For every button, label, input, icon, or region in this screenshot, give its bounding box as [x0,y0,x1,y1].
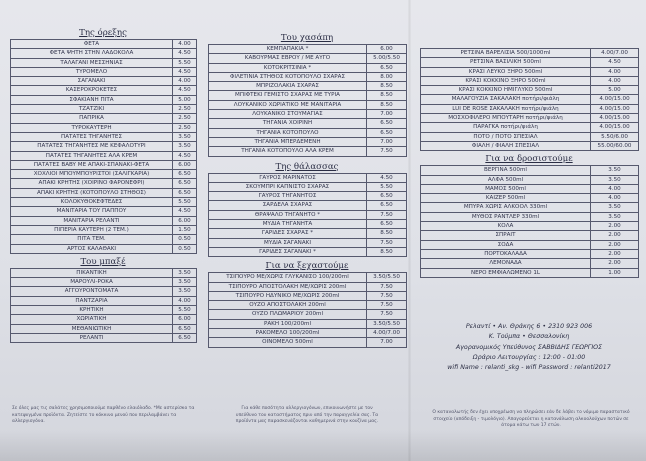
menu-item-price: 1.00 [591,268,639,277]
menu-item-price: 5.00 [591,86,639,95]
menu-item-price: 4.50 [173,67,197,76]
menu-item-price: 3.50 [591,203,639,212]
menu-item-price: 5.50 [173,58,197,67]
menu-item-price: 8.50 [367,82,407,91]
menu-item-price: 4.00/15.00 [591,114,639,123]
menu-item-row [421,184,639,193]
menu-item-row [209,119,407,128]
menu-item-name: ΠΙΠΕΡΙΑ ΚΑΥΤΕΡΗ (2 ΤΕΜ.) [11,225,173,234]
menu-item-price: 8.50 [367,100,407,109]
menu-item-row [209,247,407,256]
menu-item-name: ΑΡΤΟΣ ΚΑΛΑΘΑΚΙ [11,244,173,253]
menu-item-row [209,63,407,72]
menu-item-row [421,212,639,221]
menu-item-row [421,240,639,249]
menu-item-name: ΚΡΗΤΙΚΗ [11,306,173,315]
menu-item-row [209,329,407,338]
menu-item-name: ΜΑΝΙΤΑΡΙΑ ΡΕΛΑΝΤΙ [11,216,173,225]
info-hours: Ωράριο Λειτουργίας : 12:00 - 01:00 [472,353,586,361]
menu-item-name: ΚΑΣΕΡΟΚΡΟΚΕΤΕΣ [11,86,173,95]
menu-item-row [11,198,197,207]
menu-item-row [421,76,639,85]
menu-item-name: ΚΟΛΑ [421,222,591,231]
menu-table-drosia [420,165,639,278]
menu-item-row [11,216,197,225]
menu-item-name: ΣΑΓΑΝΑΚΙ [11,77,173,86]
menu-item-price: 7.50 [367,310,407,319]
menu-item-name: ΓΑΥΡΟΣ ΜΑΡΙΝΑΤΟΣ [209,173,367,182]
menu-item-price: 2.00 [591,231,639,240]
menu-item-name: ΟΥΖΟ ΑΠΟΣΤΟΛΑΚΗ 200ml [209,301,367,310]
menu-item-name: ΚΡΑΣΙ ΚΟΚΚΙΝΟ ΞΗΡΟ 500ml [421,76,591,85]
menu-table-orekseis [10,39,197,254]
menu-table-xexastoume [208,272,407,347]
menu-item-price: 8.00 [367,72,407,81]
menu-item-row [209,282,407,291]
menu-item-name: ΤΣΙΠΟΥΡΟ ΑΠΟΣΤΟΛΑΚΗ ΜΕ/ΧΩΡΙΣ 200ml [209,282,367,291]
menu-item-name: ΠΑΤΑΤΕΣ ΤΗΓΑΝΗΤΕΣ ΑΛΑ ΚΡΕΜ [11,151,173,160]
menu-item-price: 6.50 [367,192,407,201]
menu-item-row [421,175,639,184]
note-left: Σε όλες μας τις σαλάτες χρησιμοποιούμε παρθένο ελαιόλαδο. *Με αστερίσκο τα κατεψυγμένα προϊόντα. Ζητείστε το κόκκινο μενού που περιλαμβάνει τα αλλεργιογόνα. [12,406,195,425]
menu-item-name: ΜΑΡΟΥΛΙ-ΡΟΚΑ [11,278,173,287]
menu-item-row [421,194,639,203]
menu-item-price: 7.00 [367,110,407,119]
menu-item-price: 6.00 [173,216,197,225]
menu-item-name: LUI DE ROSE ΣΑΚΑΛΑΚΗ ποτήρι/φιάλη [421,104,591,113]
restaurant-info [418,322,640,373]
menu-item-row [11,49,197,58]
menu-item-price: 2.00 [591,249,639,258]
menu-item-name: ΜΑΝΙΤΑΡΙΑ ΤΟΥ ΠΑΠΠΟΥ [11,207,173,216]
menu-item-row [11,86,197,95]
note-middle: Για κάθε ποσότητα αλλεργιογόνων, επικοινωνήστε με τον υπεύθυνο του καταστήματος πριν από την παραγγελία σας. Τα προϊόντα μας παρασκευάζονται καθημερινά στην κουζίνα μας. [235,406,379,425]
menu-item-name: ΤΣΙΠΟΥΡΟ ΗΔΥΝΙΚΟ ΜΕ/ΧΩΡΙΣ 200ml [209,291,367,300]
menu-item-price: 7.00 [367,137,407,146]
menu-item-row [209,229,407,238]
menu-item-row [209,128,407,137]
note-right: Ο καταναλωτής δεν έχει υποχρέωση να πληρώσει εάν δε λάβει το νόμιμο παραστατικό στοιχείο (απόδειξη - τιμολόγιο). Απαγορεύεται η κατανάλωση αλκοολούχων ποτών σε άτομα κάτω των 17 ετών. [432,410,630,429]
menu-item-price: 6.50 [173,179,197,188]
menu-item-name: ΜΠΡΙΖΟΛΑΚΙΑ ΣΧΑΡΑΣ [209,82,367,91]
menu-item-row [11,132,197,141]
menu-item-price: 8.50 [367,229,407,238]
menu-item-row [209,173,407,182]
menu-item-name: ΜΥΘΟΣ ΡΑΝΤΛΕΡ 330ml [421,212,591,221]
menu-item-row [209,45,407,54]
menu-item-row [11,287,197,296]
menu-item-price: 55.00/60.00 [591,141,639,150]
menu-item-name: ΣΠΡΑΙΤ [421,231,591,240]
menu-item-name: ΓΑΥΡΟΣ ΤΗΓΑΝΗΤΟΣ [209,192,367,201]
menu-item-name: ΟΙΝΟΜΕΛΟ 500ml [209,338,367,347]
menu-item-price: 4.50 [591,58,639,67]
menu-item-price: 3.50 [173,278,197,287]
menu-item-row [421,123,639,132]
menu-item-row [421,259,639,268]
menu-item-row [421,166,639,175]
menu-item-price: 4.00/15.00 [591,104,639,113]
menu-item-name: ΜΥΔΙΑ ΣΑΓΑΝΑΚΙ [209,238,367,247]
menu-item-row [209,82,407,91]
menu-item-name: ΒΕΡΓΙΝΑ 500ml [421,166,591,175]
info-wifi: wifi Name : relanti_skg - wifi Password : relanti2017 [447,364,611,372]
menu-item-price: 2.50 [173,123,197,132]
menu-item-row [209,238,407,247]
menu-item-row [209,201,407,210]
menu-item-row [11,123,197,132]
menu-item-name: ΜΟΣΧΟΦΙΛΕΡΟ ΜΠΟΥΤΑΡΗ ποτήρι/φιάλη [421,114,591,123]
menu-item-price: 6.50 [367,220,407,229]
menu-item-name: ΣΑΡΔΕΛΑ ΣΧΑΡΑΣ [209,201,367,210]
menu-item-row [209,220,407,229]
menu-item-row [421,141,639,150]
menu-item-name: ΠΑΠΡΙΚΑ [11,114,173,123]
menu-item-price: 5.00 [173,95,197,104]
menu-item-row [209,137,407,146]
menu-item-price: 6.50 [367,63,407,72]
menu-item-name: ΑΠΑΚΙ ΚΡΗΤΗΣ (ΧΟΙΡΙΝΟ ΦΑΡΟΝΕΦΡΙ) [11,179,173,188]
menu-item-price: 3.50 [173,132,197,141]
section-title-mpake: Του μπαξέ [80,256,126,267]
menu-item-row [11,95,197,104]
menu-item-row [11,207,197,216]
section-title-xexastoume: Για να ξεχαστούμε [265,261,349,272]
menu-item-name: ΦΕΤΑ [11,40,173,49]
menu-table-wines [420,48,639,151]
menu-item-row [421,249,639,258]
menu-item-name: ΠΑΝΤΖΑΡΙΑ [11,296,173,305]
menu-item-row [11,244,197,253]
menu-item-name: ΡΕΤΣΙΝΑ ΒΑΣΙΛΙΚΗ 500ml [421,58,591,67]
menu-item-name: ΡΑΚΗ 100/200ml [209,319,367,328]
menu-item-price: 6.50 [367,128,407,137]
menu-item-row [11,324,197,333]
menu-item-row [421,114,639,123]
menu-item-name: ΦΙΛΕΤΙΝΙΑ ΣΤΗΘΟΣ ΚΟΤΟΠΟΥΛΟ ΣΧΑΡΑΣ [209,72,367,81]
menu-item-price: 5.50 [173,306,197,315]
menu-item-row [11,225,197,234]
menu-item-price: 6.50 [173,170,197,179]
menu-item-price: 6.50 [367,119,407,128]
menu-item-row [421,58,639,67]
menu-item-row [209,210,407,219]
menu-item-price: 4.00/7.00 [367,329,407,338]
menu-item-row [209,273,407,282]
menu-item-row [209,72,407,81]
menu-item-price: 3.50 [173,268,197,277]
menu-item-price: 4.50 [173,207,197,216]
menu-item-row [11,268,197,277]
menu-item-price: 1.50 [173,225,197,234]
menu-item-price: 4.00 [591,67,639,76]
menu-item-price: 7.50 [367,291,407,300]
menu-item-name: ΓΑΡΙΔΕΣ ΣΑΓΑΝΑΚΙ * [209,247,367,256]
menu-item-row [209,319,407,328]
menu-item-name: ΑΠΑΚΙ ΚΡΗΤΗΣ (ΚΟΤΟΠΟΥΛΟ ΣΤΗΘΟΣ) [11,188,173,197]
menu-item-name: ΤΗΓΑΝΙΑ ΜΠΕΡΔΕΜΕΝΗ [209,137,367,146]
menu-item-name: ΤΣΙΠΟΥΡΟ ΜΕ/ΧΩΡΙΣ ΓΛΥΚΑΝΙΣΟ 100/200ml [209,273,367,282]
menu-item-name: ΤΗΓΑΝΙΑ ΚΟΤΟΠΟΥΛΟ ΑΛΑ ΚΡΕΜ [209,147,367,156]
menu-item-name: ΑΛΦΑ 500ml [421,175,591,184]
section-title-orekseis: Της όρεξης [79,28,127,38]
menu-table-mpake [10,268,197,343]
menu-item-price: 7.50 [367,147,407,156]
menu-item-name: ΤΖΑΤΖΙΚΙ [11,105,173,114]
menu-item-name: ΤΥΡΟΜΕΛΟ [11,67,173,76]
menu-item-name: ΚΡΑΣΙ ΛΕΥΚΟ ΞΗΡΟ 500ml [421,67,591,76]
info-city: Κ. Τούμπα • Θεσσαλονίκη [488,333,570,341]
menu-item-price: 2.50 [173,114,197,123]
menu-item-price: 2.00 [591,240,639,249]
menu-item-row [209,91,407,100]
menu-item-price: 4.50 [173,151,197,160]
menu-item-price: 4.00 [173,77,197,86]
menu-item-row [421,132,639,141]
menu-item-name: ΛΟΥΚΑΝΙΚΟ ΧΩΡΙΑΤΙΚΟ ΜΕ ΜΑΝΙΤΑΡΙΑ [209,100,367,109]
menu-item-name: ΡΕΤΣΙΝΑ ΒΑΡΕΛΙΣΙΑ 500/1000ml [421,49,591,58]
page-shadow [0,430,646,461]
menu-item-price: 6.50 [367,201,407,210]
menu-item-row [11,278,197,287]
menu-item-name: ΠΑΤΑΤΕΣ ΤΗΓΑΝΗΤΕΣ [11,132,173,141]
paper-fold [408,0,411,461]
middle-column [208,0,407,348]
menu-item-row [209,192,407,201]
menu-item-price: 4.00 [591,76,639,85]
menu-item-row [421,86,639,95]
section-title-drosia: Για να δροσιστούμε [485,154,573,165]
menu-item-name: ΜΑΛΑΓΟΥΖΙΑ ΣΑΚΑΛΑΚΗ ποτήρι/φιάλη [421,95,591,104]
menu-item-name: ΜΠΥΡΑ ΧΩΡΙΣ ΑΛΚΟΟΛ 330ml [421,203,591,212]
menu-item-price: 4.50 [173,49,197,58]
menu-item-price: 2.00 [591,259,639,268]
menu-item-price: 4.00/7.00 [591,49,639,58]
menu-item-price: 7.50 [367,301,407,310]
menu-item-price: 4.00 [591,194,639,203]
menu-item-row [11,170,197,179]
info-manager: Αγορανομικός Υπεύθυνος ΣΑΒΒΙΔΗΣ ΓΕΩΡΓΙΟΣ [455,343,603,351]
menu-item-name: ΣΦΑΚΙΑΝΗ ΠΙΤΑ [11,95,173,104]
menu-item-row [421,104,639,113]
menu-item-row [209,291,407,300]
menu-item-row [11,40,197,49]
menu-item-row [11,67,197,76]
menu-item-name: ΣΚΟΥΜΠΡΙ ΚΑΠΝΙΣΤΟ ΣΧΑΡΑΣ [209,182,367,191]
menu-item-row [209,301,407,310]
menu-item-price: 4.00 [173,40,197,49]
menu-item-price: 4.00 [173,296,197,305]
menu-item-price: 8.50 [367,91,407,100]
menu-item-price: 5.50 [367,182,407,191]
menu-item-price: 6.00 [173,160,197,169]
menu-item-price: 7.50 [367,282,407,291]
menu-item-price: 4.00/15.00 [591,95,639,104]
menu-item-price: 3.50/5.50 [367,319,407,328]
menu-item-row [209,110,407,119]
menu-item-name: ΝΕΡΟ ΕΜΦΙΑΛΩΜΕΝΟ 1L [421,268,591,277]
menu-item-name: ΜΥΔΙΑ ΤΗΓΑΝΗΤΑ [209,220,367,229]
menu-item-row [11,142,197,151]
menu-item-name: ΧΩΡΙΑΤΙΚΗ [11,315,173,324]
menu-item-row [11,114,197,123]
menu-table-thalassa [208,173,407,258]
menu-item-price: 5.50 [173,198,197,207]
menu-item-name: ΤΥΡΟΚΑΥΤΕΡΗ [11,123,173,132]
menu-item-price: 2.00 [591,222,639,231]
right-column [420,0,639,278]
section-title-xasapi: Του χασάπη [280,33,334,43]
menu-item-row [421,67,639,76]
menu-item-name: ΜΕΘΑΝΙΩΤΙΚΗ [11,324,173,333]
menu-item-row [209,182,407,191]
menu-item-price: 3.50 [591,212,639,221]
menu-item-name: ΠΑΤΑΤΕΣ ΤΗΓΑΝΗΤΕΣ ΜΕ ΚΕΦΑΛΟΤΥΡΙ [11,142,173,151]
menu-item-name: ΚΟΤΟΚΡΙΤΣΙΝΙΑ * [209,63,367,72]
menu-item-price: 3.50/5.50 [367,273,407,282]
menu-item-price: 7.50 [367,238,407,247]
menu-item-name: ΚΑΙΖΕΡ 500ml [421,194,591,203]
menu-item-row [11,296,197,305]
menu-item-price: 3.50 [173,287,197,296]
menu-item-name: ΤΗΓΑΝΙΑ ΚΟΤΟΠΟΥΛΟ [209,128,367,137]
menu-item-name: ΟΥΖΟ ΠΛΩΜΑΡΙΟΥ 200ml [209,310,367,319]
menu-item-price: 0.50 [173,244,197,253]
menu-item-name: ΧΟΧΛΙΟΙ ΜΠΟΥΜΠΟΥΡΙΣΤΟΙ (ΣΑΛΙΓΚΑΡΙΑ) [11,170,173,179]
menu-item-row [11,77,197,86]
menu-item-price: 8.50 [367,247,407,256]
menu-item-row [421,203,639,212]
info-address: Ρελαντί • Αν. Θράκης 6 • 2310 923 006 [465,323,593,330]
menu-item-price: 3.50 [173,142,197,151]
menu-item-row [421,268,639,277]
menu-item-row [421,95,639,104]
menu-item-name: ΠΟΤΟ / ΠΟΤΟ ΣΠΕΣΙΑΛ [421,132,591,141]
menu-item-name: ΛΟΥΚΑΝΙΚΟ ΣΤΟΥΜΑΓΙΑΣ [209,110,367,119]
menu-item-row [11,315,197,324]
menu-item-row [209,310,407,319]
menu-item-name: ΚΕΜΠΑΠΑΚΙΑ * [209,45,367,54]
menu-item-row [209,147,407,156]
menu-item-name: ΡΕΛΑΝΤΙ [11,333,173,342]
menu-item-price: 7.00 [367,338,407,347]
menu-item-price: 4.00 [591,184,639,193]
menu-item-name: ΑΓΓΟΥΡΟΝΤΟΜΑΤΑ [11,287,173,296]
menu-item-price: 5.50/6.00 [591,132,639,141]
menu-item-row [421,222,639,231]
menu-item-price: 6.50 [173,333,197,342]
menu-item-row [11,188,197,197]
menu-item-price: 6.50 [173,188,197,197]
menu-item-name: ΜΑΜΟΣ 500ml [421,184,591,193]
menu-item-name: ΣΟΔΑ [421,240,591,249]
menu-item-name: ΦΕΤΑ ΨΗΤΗ ΣΤΗΝ ΛΑΔΟΚΟΛΑ [11,49,173,58]
menu-item-price: 6.50 [173,324,197,333]
menu-item-price: 4.50 [367,173,407,182]
menu-item-row [11,306,197,315]
menu-item-price: 6.00 [173,315,197,324]
menu-item-name: ΤΑΛΑΓΑΝΙ ΜΕΣΣΗΝΙΑΣ [11,58,173,67]
menu-item-name: ΚΑΒΟΥΡΜΑΣ ΕΒΡΟΥ / ΜΕ ΑΥΓΟ [209,54,367,63]
menu-item-name: ΜΠΙΦΤΕΚΙ ΓΕΜΙΣΤΟ ΣΧΑΡΑΣ ΜΕ ΤΥΡΙΑ [209,91,367,100]
menu-item-price: 4.50 [173,86,197,95]
menu-item-row [11,179,197,188]
menu-item-row [421,231,639,240]
menu-item-name: ΦΙΑΛΗ / ΦΙΑΛΗ ΣΠΕΣΙΑΛ [421,141,591,150]
menu-item-name: ΤΗΓΑΝΙΑ ΧΟΙΡΙΝΗ [209,119,367,128]
menu-item-name: ΚΟΛΟΚΥΘΟΚΕΦΤΕΔΕΣ [11,198,173,207]
menu-item-name: ΛΕΜΟΝΑΔΑ [421,259,591,268]
menu-item-row [209,100,407,109]
menu-item-row [11,235,197,244]
menu-table-xasapi [208,44,407,157]
menu-item-price: 3.50 [591,166,639,175]
menu-item-name: ΠΙΤΑ ΤΕΜ. [11,235,173,244]
menu-item-price: 7.50 [367,210,407,219]
menu-item-row [209,338,407,347]
menu-item-name: ΓΑΡΙΔΕΣ ΣΧΑΡΑΣ * [209,229,367,238]
left-column [10,0,197,343]
menu-item-row [11,151,197,160]
section-title-thalassa: Της θάλασσας [275,161,339,172]
menu-item-price: 5.00/5.50 [367,54,407,63]
menu-item-row [11,160,197,169]
menu-item-name: ΚΡΑΣΙ ΚΟΚΚΙΝΟ ΗΜΙΓΛΥΚΟ 500ml [421,86,591,95]
menu-item-row [421,49,639,58]
menu-item-price: 2.50 [173,105,197,114]
menu-item-price: 4.00/15.00 [591,123,639,132]
menu-item-row [11,333,197,342]
menu-item-name: ΡΑΚΟΜΕΛΟ 100/200ml [209,329,367,338]
menu-item-name: ΘΡΑΨΑΛΟ ΤΗΓΑΝΗΤΟ * [209,210,367,219]
menu-item-name: ΠΑΡΑΓΚΑ ποτήρι/φιάλη [421,123,591,132]
menu-item-row [209,54,407,63]
menu-item-price: 6.00 [367,45,407,54]
menu-item-name: ΠΟΡΤΟΚΑΛΑΔΑ [421,249,591,258]
menu-item-row [11,105,197,114]
menu-item-name: ΠΙΚΑΝΤΙΚΗ [11,268,173,277]
menu-item-row [11,58,197,67]
menu-item-name: ΠΑΤΑΤΕΣ BABY ΜΕ ΑΠΑΚΙ-ΣΠΑΝΑΚΙ-ΦΕΤΑ [11,160,173,169]
menu-item-price: 0.50 [173,235,197,244]
menu-item-price: 3.50 [591,175,639,184]
